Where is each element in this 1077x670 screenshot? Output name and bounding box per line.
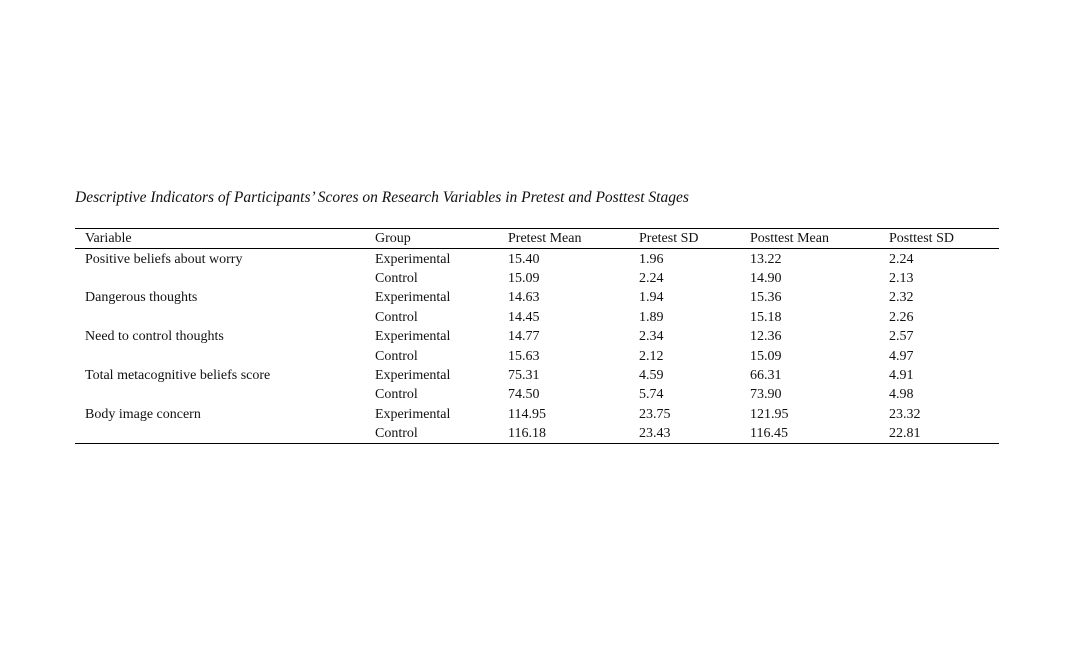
cell-pretest-sd: 1.96 [639, 251, 664, 267]
cell-group: Control [375, 387, 418, 403]
cell-group: Experimental [375, 251, 451, 267]
table-row [75, 405, 999, 424]
cell-posttest-sd: 2.32 [889, 290, 914, 306]
cell-posttest-sd: 4.98 [889, 387, 914, 403]
cell-group: Experimental [375, 329, 451, 345]
cell-posttest-mean: 73.90 [750, 387, 782, 403]
cell-variable [75, 424, 375, 444]
cell-posttest-sd: 2.13 [889, 270, 914, 286]
cell-pretest-sd: 23.43 [639, 426, 671, 442]
cell-pretest-mean: 14.63 [508, 290, 540, 306]
table-row [75, 269, 999, 288]
cell-pretest-mean: 75.31 [508, 367, 540, 383]
table-row [75, 308, 999, 327]
cell-variable: Need to control thoughts [85, 329, 224, 345]
cell-posttest-mean: 13.22 [750, 251, 782, 267]
cell-variable [75, 308, 375, 327]
header-group: Group [375, 231, 411, 247]
cell-posttest-mean: 14.90 [750, 270, 782, 286]
table-body [75, 249, 999, 444]
cell-posttest-sd: 2.24 [889, 251, 914, 267]
header-pretest-sd: Pretest SD [639, 231, 699, 247]
cell-pretest-sd: 1.89 [639, 309, 664, 325]
header-posttest-sd: Posttest SD [889, 231, 954, 247]
table-header-row [75, 229, 999, 249]
cell-posttest-mean: 121.95 [750, 406, 789, 422]
cell-variable: Body image concern [85, 406, 201, 422]
cell-pretest-sd: 2.24 [639, 270, 664, 286]
header-pretest-mean: Pretest Mean [508, 231, 582, 247]
cell-group: Control [375, 426, 418, 442]
cell-posttest-mean: 15.36 [750, 290, 782, 306]
cell-group: Experimental [375, 406, 451, 422]
cell-pretest-mean: 15.09 [508, 270, 540, 286]
table-row [75, 327, 999, 346]
descriptive-statistics-table [75, 228, 999, 444]
cell-pretest-mean: 14.45 [508, 309, 540, 325]
table-row [75, 346, 999, 365]
cell-pretest-sd: 4.59 [639, 367, 664, 383]
cell-group: Experimental [375, 290, 451, 306]
table-row [75, 288, 999, 307]
cell-pretest-mean: 74.50 [508, 387, 540, 403]
cell-posttest-mean: 15.09 [750, 348, 782, 364]
cell-pretest-mean: 15.40 [508, 251, 540, 267]
table-row [75, 424, 999, 444]
cell-posttest-sd: 4.91 [889, 367, 914, 383]
cell-variable [75, 385, 375, 404]
cell-posttest-sd: 23.32 [889, 406, 921, 422]
cell-posttest-mean: 66.31 [750, 367, 782, 383]
cell-variable: Positive beliefs about worry [85, 251, 243, 267]
cell-pretest-sd: 23.75 [639, 406, 671, 422]
cell-pretest-mean: 116.18 [508, 426, 546, 442]
cell-group: Control [375, 348, 418, 364]
descriptive-statistics-table-container [75, 228, 999, 444]
table-row [75, 249, 999, 269]
cell-posttest-sd: 4.97 [889, 348, 914, 364]
cell-variable [75, 269, 375, 288]
cell-group: Control [375, 309, 418, 325]
cell-variable [75, 346, 375, 365]
header-posttest-mean: Posttest Mean [750, 231, 829, 247]
cell-pretest-sd: 2.34 [639, 329, 664, 345]
cell-posttest-sd: 22.81 [889, 426, 921, 442]
cell-posttest-mean: 15.18 [750, 309, 782, 325]
cell-posttest-mean: 12.36 [750, 329, 782, 345]
table-caption: Descriptive Indicators of Participants’ Scores on Research Variables in Pretest and Posttest Stages [75, 189, 689, 206]
cell-pretest-sd: 2.12 [639, 348, 664, 364]
cell-variable: Total metacognitive beliefs score [85, 367, 271, 383]
cell-pretest-mean: 114.95 [508, 406, 546, 422]
cell-variable: Dangerous thoughts [85, 290, 198, 306]
cell-pretest-mean: 14.77 [508, 329, 540, 345]
cell-pretest-sd: 5.74 [639, 387, 664, 403]
table-row [75, 385, 999, 404]
header-variable: Variable [85, 231, 132, 247]
cell-posttest-sd: 2.26 [889, 309, 914, 325]
cell-pretest-sd: 1.94 [639, 290, 664, 306]
cell-group: Experimental [375, 367, 451, 383]
cell-posttest-mean: 116.45 [750, 426, 788, 442]
cell-posttest-sd: 2.57 [889, 329, 914, 345]
table-row [75, 366, 999, 385]
cell-group: Control [375, 270, 418, 286]
cell-pretest-mean: 15.63 [508, 348, 540, 364]
